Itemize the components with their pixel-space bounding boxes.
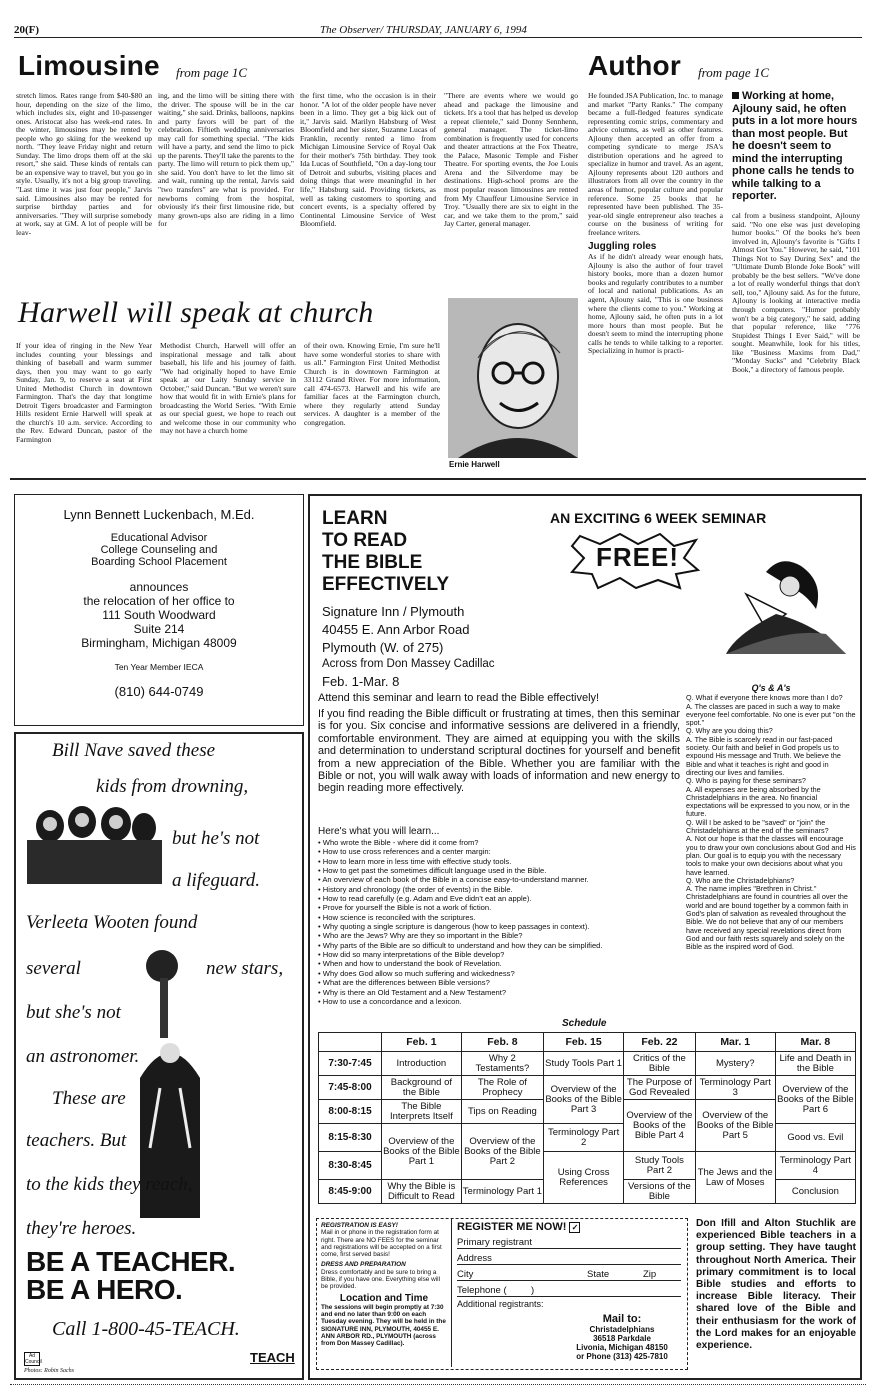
schedule-cell: Why the Bible is Difficult to Read — [382, 1180, 462, 1204]
lynn-ad — [14, 494, 304, 726]
schedule-cell: Mystery? — [695, 1052, 775, 1076]
learn-item: • Why is there an Old Testament and a New Testament? — [318, 987, 507, 997]
lynn-address-1: 111 South Woodward — [102, 608, 216, 622]
mail-line-1: Christadelphians — [589, 1325, 655, 1334]
learn-item: • How to read carefully (e.g. Adam and Eve didn't eat an apple). — [318, 894, 532, 904]
teacher-line-11: teachers. But — [26, 1130, 127, 1151]
teacher-phone: Call 1-800-45-TEACH. — [52, 1318, 240, 1340]
harwell-col-3: of their own. Knowing Ernie, I'm sure he'll have some wonderful stories to share with us all." Farmington First United Methodist Church is in downtown Farmington at 33112 Grand River. For more information, call 474-6573. Harwell and his wife are familiar faces at the Farmington church, where they regularly attend Sunday services. A daughter is a member of the congregation. — [304, 341, 440, 427]
bottom-rule — [10, 1384, 866, 1385]
harwell-col-2: Methodist Church, Harwell will offer an inspirational message and talk about baseball, his life and his journey of faith. "We had originally hoped to have Ernie speak at our Laity Sunday service in October," said Duncan. "But we weren't sure how that would fit in with Ernie's plans for broadcasting the World Series. "With Ernie as our special guest, we hope to reach out and welcome those in our community who may not have a church home — [160, 341, 296, 436]
limo-kicker: Limousine — [18, 50, 160, 81]
teacher-line-7: new stars, — [206, 958, 284, 979]
registration-coupon — [316, 1218, 688, 1370]
qa-section: Q's & A's Q. What if everyone there knows more than I do? A. The classes are paced in such a way to make everyone feel comfortable. No one is ever put "on the spot." Q. Why are you doing this? A. The Bible is scarcely read in our fast-paced society. Our faith and belief in God propels us to expound His message and Truth. We believe the Bible and what it teaches is right and good in directing our lives and families. Q. Who is paying for these seminars? A. All expenses are being absorbed by the Christadelphians in the area. No financial expectations will be expressed to you now, or in the future. Q. Will I be asked to be "saved" or "join" the Christadelphians at the end of the seminars? A. Not our hope is that the classes will encourage you to draw your own conclusions about God and His plan. Our goal is to equip you with the necessary tools to make your own decisions about what you have learned. Q. Who are the Christadelphians? A. The name implies "Brethren in Christ." Christadelphians are found in countries all over the world and are bound together by a common faith in God's plan of salvation as revealed throughout the Bible. We do not believe that any of our members have received any special revelations direct from God and our faith rests squarely and solely on the Bible as the inspired word of God. — [686, 683, 856, 952]
schedule-table — [318, 1032, 856, 1204]
schedule-cell: Study Tools Part 1 — [544, 1052, 624, 1076]
teacher-line-4: a lifeguard. — [172, 870, 260, 891]
schedule-cell: The Role of Prophecy — [461, 1076, 543, 1100]
schedule-cell: Study Tools Part 2 — [624, 1152, 695, 1180]
schedule-cell: Terminology Part 4 — [775, 1152, 855, 1180]
teachers-footer: Don Ifill and Alton Stuchlik are experienced Bible teachers in a group setting. They have taught throughout North America. Their primary commitment is to local Bible studies and efforts to increase Bible literacy. Their shared love of the Bible and their enthusiasm for the work of the Lord makes for an enjoyable experience. — [696, 1218, 856, 1352]
lynn-line-1: Educational Advisor — [110, 532, 208, 544]
harwell-caption: Ernie Harwell — [449, 460, 500, 469]
reg-easy-text: Mail in or phone in the registration form at right. There are NO FEES for the seminar and registrations will be accepted on a first come, first served basis! — [321, 1229, 442, 1259]
teach-logo: TEACH — [250, 1350, 295, 1365]
state-field[interactable]: State — [587, 1269, 610, 1280]
teacher-line-5: Verleeta Wooten found — [26, 912, 198, 933]
schedule-cell: Overview of the Books of the Bible Part 4 — [624, 1100, 695, 1152]
schedule-cell: The Purpose of God Revealed — [624, 1076, 695, 1100]
learn-item: • Why parts of the Bible are so difficult to understand and how they can be simplified. — [318, 940, 603, 950]
teacher-line-9: an astronomer. — [26, 1046, 140, 1067]
teacher-line-13: they're heroes. — [26, 1218, 137, 1239]
teacher-line-12: to the kids they reach, — [26, 1174, 193, 1195]
teacher-line-10: These are — [52, 1088, 126, 1109]
primary-registrant-field[interactable]: Primary registrant — [457, 1237, 681, 1249]
location-text: The sessions will begin promptly at 7:30 and end no later than 9:00 on each Tuesday evening. They will be held in the SIGNATURE INN, PLYMOUTH, 40455 E. ANN ARBOR RD., PLYMOUTH (across from Don Massey Cadillac). — [321, 1303, 446, 1348]
pullquote-square-icon — [732, 92, 739, 99]
author-kicker: Author — [588, 50, 681, 81]
qa-heading: Q's & A's — [751, 683, 791, 693]
masthead: The Observer/ THURSDAY, JANUARY 6, 1994 — [320, 24, 527, 36]
learn-item: • When and how to understand the book of Revelation. — [318, 959, 502, 969]
mail-to-heading: Mail to: — [602, 1313, 642, 1325]
schedule-cell: Introduction — [382, 1052, 462, 1076]
zip-field[interactable]: Zip — [643, 1269, 657, 1280]
woman-reading-icon — [706, 554, 856, 664]
schedule-time: 8:00-8:15 — [319, 1100, 382, 1124]
author-col-1: He founded JSA Publication, Inc. to manage and market "Party Ranks." The company became a full-fledged features syndicate representing comic strips, commentary and advice columns, as well as other features. Ajlouny then accepted an offer from a competing syndicate to merge JSA's distribution operations and he agreed to specialize in humor and travel. As an agent, Ajlouny represents about 120 authors and illustrators from all over the country in the areas of humor, popular culture and popular reference. Some 25 books that he represented have been published. The 35-year-old single entrepreneur also teaches a course on the business of writing for freelance writers. Juggling roles As if he didn't already wear enough hats, Ajlouny is also the author of four travel history books, more than a dozen humor books and regularly contributes to a number of local and national publications. As an agent, Ajlouny said, "This is one business where the clients come to you." Working at home, Ajlouny said, he often puts in a lot more hours than most people. But he doesn't seem to mind the interrupting phone calls he tends to while talking to a reporter. Specializing in humor is practi- — [588, 91, 723, 356]
limo-from: from page 1C — [176, 65, 248, 80]
additional-registrants-field[interactable]: Additional registrants: — [457, 1299, 544, 1309]
schedule-cell: Terminology Part 1 — [461, 1180, 543, 1204]
bible-title-4: EFFECTIVELY — [322, 574, 450, 595]
venue-line-3: Plymouth (W. of 275) — [322, 640, 444, 655]
lynn-name: Lynn Bennett Luckenbach, M.Ed. — [63, 507, 255, 522]
schedule-cell: Good vs. Evil — [775, 1124, 855, 1152]
schedule-cell: Overview of the Books of the Bible Part 6 — [775, 1076, 855, 1124]
limo-col-3: the first time, who the occasion is in their honor. "A lot of the older people have never been in a limo. They get a big kick out of it," Jarvis said. Marilyn Habsburg of West Bloomfield and her sister, Suzanne Lucas of Franklin, recently rented a limo from Michigan Limousine Service of Royal Oak for their mother's 75th birthday. They took Ida Lucas of Southfield, "On a day-long tour of Detroit and suburbs, visiting places and doing things that were meaningful in her life," Habsburg said. Providing tickets, as well as taking customers to sporting and concert events, is a specialty offered by Continental Limousine Service of West Bloomfield. — [300, 91, 436, 229]
schedule-time: 8:45-9:00 — [319, 1180, 382, 1204]
lynn-announces: announces — [129, 580, 189, 594]
harwell-photo — [448, 298, 578, 458]
seminar-dates: Feb. 1-Mar. 8 — [322, 674, 400, 689]
mail-line-4: or Phone (313) 425-7810 — [576, 1352, 668, 1361]
schedule-cell: Using Cross References — [544, 1152, 624, 1204]
learn-item: • How to learn more in less time with effective study tools. — [318, 856, 512, 866]
schedule-cell: The Bible Interprets Itself — [382, 1100, 462, 1124]
schedule-cell: The Jews and the Law of Moses — [695, 1152, 775, 1204]
learn-item: • Why does God allow so much suffering and wickedness? — [318, 968, 515, 978]
section-rule — [10, 478, 866, 480]
learn-list — [318, 838, 690, 1006]
schedule-header: Feb. 1 — [382, 1033, 462, 1052]
free-starburst — [570, 532, 700, 590]
schedule-cell: Conclusion — [775, 1180, 855, 1204]
author-from: from page 1C — [698, 65, 770, 80]
free-label: FREE! — [596, 542, 679, 572]
mail-to-block — [557, 1313, 687, 1361]
bible-lead: Attend this seminar and learn to read the Bible effectively! — [318, 692, 600, 704]
harwell-col-1: If your idea of ringing in the New Year includes counting your blessings and thinking of baseball and warm summer days, then you may want to go early Sunday, Jan. 9, to reserve a seat at First United Methodist Church in downtown Farmington. That's the day that longtime Detroit Tigers broadcaster and Farmington Hills resident Ernie Harwell will speak at the church's 10 a.m. service. According to the Rev. Edward Duncan, pastor of the Farmington — [16, 341, 152, 445]
schedule-cell: Overview of the Books of the Bible Part 3 — [544, 1076, 624, 1124]
city-field[interactable]: City State Zip — [457, 1269, 681, 1281]
register-heading: REGISTER ME NOW! ✓ — [457, 1221, 580, 1233]
teacher-line-8: but she's not — [26, 1002, 121, 1023]
schedule-title: Schedule — [562, 1018, 607, 1029]
page-number: 20(F) — [14, 24, 40, 36]
teacher-cta-1: BE A TEACHER. — [26, 1246, 236, 1277]
author-col-2: cal from a business standpoint, Ajlouny said. "No one else was just developing humor books." Of the books he's been involved in, Ajlouny's favorite is "Gifts I Almost Got You." However, he said, "101 Things Not to Say During Sex" and the "Ultimate Dumb Blonde Joke Book" will probably be the best sellers. "We've done a lot of really wonderful things that don't sell, too," Ajlouny said. As for the future, Ajlouny is looking at interactive media through computers. "Humor probably won't be a big category," he said, adding that popular reference, like "776 Stupidest Things I Ever Said," will be sought. Meanwhile, look for his titles, like "Business Maxims from Dad," "Monday Sucks" and "Celebrity Black Book," a directory of famous people. — [732, 211, 860, 374]
lynn-phone: (810) 644-0749 — [114, 684, 204, 699]
schedule-header — [319, 1033, 382, 1052]
dress-text: Dress comfortably and be sure to bring a Bible, if you have one. Everything else will be provided. — [321, 1268, 441, 1291]
ad-council-logo: Ad Council — [25, 1353, 42, 1365]
seminar-banner: AN EXCITING 6 WEEK SEMINAR — [550, 510, 767, 526]
schedule-cell: Overview of the Books of the Bible Part 5 — [695, 1100, 775, 1152]
schedule-cell: Terminology Part 3 — [695, 1076, 775, 1100]
author-pullquote: Working at home, Ajlouny said, he often puts in a lot more hours than most people. But he doesn't seem to mind the interrupting phone calls he tends to while talking to a reporter. — [732, 90, 858, 202]
teacher-line-6: several — [26, 958, 81, 979]
author-subhead: Juggling roles — [588, 241, 657, 253]
limo-col-4: "There are events where we would go ahead and package the limousine and tickets. It's a tool that has helped us develop a repeat clientele," said Donny Sennhenn, general manager. The ticket-limo combination is frequently used for concerts and theater attractions at the Fox Theatre, the Palace, Masonic Temple and Fisher Theatre. For sporting events, the Joe Louis Arena and the Silverdome may be destinations. High-school proms are the most popular reason limousines are rented from My Chauffeur Limousine Service in Troy. "Usually there are six to eight in the car, and we take them to the prom," said Jay Carter, general manager. — [444, 91, 578, 229]
schedule-cell: Why 2 Testaments? — [461, 1052, 543, 1076]
schedule-time: 7:45-8:00 — [319, 1076, 382, 1100]
lynn-relocation: the relocation of her office to — [83, 594, 235, 608]
schedule-cell: Overview of the Books of the Bible Part 1 — [382, 1124, 462, 1180]
schedule-header: Feb. 15 — [544, 1033, 624, 1052]
learn-item: • How did so many interpretations of the Bible develop? — [318, 950, 505, 960]
learn-item: • History and chronology (the order of events) in the Bible. — [318, 884, 513, 894]
schedule-cell: Versions of the Bible — [624, 1180, 695, 1204]
learn-item: • Who wrote the Bible - where did it come from? — [318, 838, 479, 847]
bible-ad — [308, 494, 862, 1380]
photo-credit: Photos: Robin Sachs — [24, 1368, 74, 1374]
checkbox-icon[interactable]: ✓ — [569, 1222, 580, 1233]
teacher-line-2: kids from drowning, — [96, 776, 249, 797]
learn-item: • Who are the Jews? Why are they so important in the Bible? — [318, 931, 523, 941]
reg-divider — [451, 1219, 452, 1367]
bible-title-2: TO READ — [322, 530, 408, 551]
schedule-cell: Tips on Reading — [461, 1100, 543, 1124]
telephone-field[interactable]: Telephone ( ) — [457, 1285, 681, 1297]
learn-item: • How to use a concordance and a lexicon. — [318, 996, 462, 1006]
learn-item: • What are the differences between Bible versions? — [318, 978, 490, 988]
address-field[interactable]: Address — [457, 1253, 681, 1265]
schedule-header: Feb. 22 — [624, 1033, 695, 1052]
limo-col-2: ing, and the limo will be sitting there with the driver. The spouse will be in the car waiting," she said. Drinks, balloons, napkins and party favors will be part of the celebration. Fiftieth wedding anniversaries may call for something special. "The kids will have a party, and send the limo to pick up the parents. They'll take the parents to the party. The limo will return to pick them up," she said. You don't have to let the limo sit and wait, running up the rental, Jarvis said "two transfers" are what is provided. For newborns coming from the hospital, obviously it's their first limousine ride, but many grown-ups also are riding in a limo for — [158, 91, 294, 229]
learn-item: • Why quoting a single scripture is dangerous (how to keep passages in context). — [318, 922, 590, 932]
schedule-time: 8:15-8:30 — [319, 1124, 382, 1152]
learn-item: • How to use cross references and a center margin: — [318, 847, 491, 857]
schedule-time: 8:30-8:45 — [319, 1152, 382, 1180]
learn-item: • How to get past the sometimes difficult language used in the Bible. — [318, 866, 547, 876]
teacher-line-3: but he's not — [172, 828, 260, 849]
schedule-header: Mar. 1 — [695, 1033, 775, 1052]
schedule-cell: Background of the Bible — [382, 1076, 462, 1100]
location-heading: Location and Time — [339, 1292, 429, 1304]
venue-line-1: Signature Inn / Plymouth — [322, 604, 465, 619]
learn-item: • An overview of each book of the Bible in a concise easy-to-understand manner. — [318, 875, 589, 885]
teacher-line-1: Bill Nave saved these — [52, 740, 216, 761]
lynn-line-3: Boarding School Placement — [91, 556, 227, 568]
bible-body: If you find reading the Bible difficult or frustrating at times, then this seminar is for you. Six concise and informative sessions are delivered in a friendly, comfortable environment. They are aimed at equipping you with the skills and determination to understand scriptural doctines for yourself and benefit from a new appreciation of the Bible. Whether you are familiar with the Bible or not, you will walk away with loads of information and new energy to begin reading more effectively. — [318, 708, 680, 795]
mail-line-3: Livonia, Michigan 48150 — [576, 1343, 668, 1352]
schedule-time: 7:30-7:45 — [319, 1052, 382, 1076]
lynn-member: Ten Year Member IECA — [114, 662, 204, 672]
dress-heading: DRESS AND PREPARATION — [321, 1261, 406, 1269]
schedule-cell: Life and Death in the Bible — [775, 1052, 855, 1076]
schedule-cell: Critics of the Bible — [624, 1052, 695, 1076]
lynn-address-2: Suite 214 — [133, 622, 185, 636]
mail-line-2: 36518 Parkdale — [593, 1334, 651, 1343]
learn-item: • Prove for yourself the Bible is not a work of fiction. — [318, 903, 492, 913]
reg-info-col — [321, 1222, 447, 1364]
bible-title-1: LEARN — [322, 508, 388, 529]
schedule-cell: Terminology Part 2 — [544, 1124, 624, 1152]
lynn-address-3: Birmingham, Michigan 48009 — [81, 636, 237, 650]
learn-item: • How science is reconciled with the scriptures. — [318, 912, 476, 922]
teacher-ad — [14, 732, 304, 1380]
teacher-cta-2: BE A HERO. — [26, 1274, 183, 1305]
schedule-header: Feb. 8 — [461, 1033, 543, 1052]
lynn-line-2: College Counseling and — [100, 544, 218, 556]
limo-col-1: stretch limos. Rates range from $40-$80 an hour, depending on the size of the limo, which includes six, eight and 10-passenger ones. Aristocat also has week-end rates. In the winter, limousines may be rented by people who go skiing for the weekend up north. "They leave Friday night and return Sunday. The limo drops them off at the ski resort," she said. These kinds of rentals can be an expensive way to travel, but you go in style. Usually, it's not a big group traveling. "Last time it was just four people," Jarvis said. Limousines also may be rented for surprise birthday parties and for anniversaries. "They will surprise somebody at work, say at GM. A lot of people will be leav- — [16, 91, 152, 237]
venue-line-4: Across from Don Massey Cadillac — [322, 658, 495, 670]
schedule-cell: Overview of the Books of the Bible Part 2 — [461, 1124, 543, 1180]
ernie-harwell-portrait-icon — [448, 298, 578, 458]
reading-woman-photo — [706, 554, 856, 664]
header-rule — [14, 37, 862, 38]
reg-easy-heading: REGISTRATION IS EASY! — [321, 1222, 398, 1229]
harwell-headline: Harwell will speak at church — [18, 296, 374, 329]
schedule-header: Mar. 8 — [775, 1033, 855, 1052]
venue-line-2: 40455 E. Ann Arbor Road — [322, 622, 470, 637]
learn-heading: Here's what you will learn... — [318, 826, 440, 837]
bible-title-3: THE BIBLE — [322, 552, 423, 573]
